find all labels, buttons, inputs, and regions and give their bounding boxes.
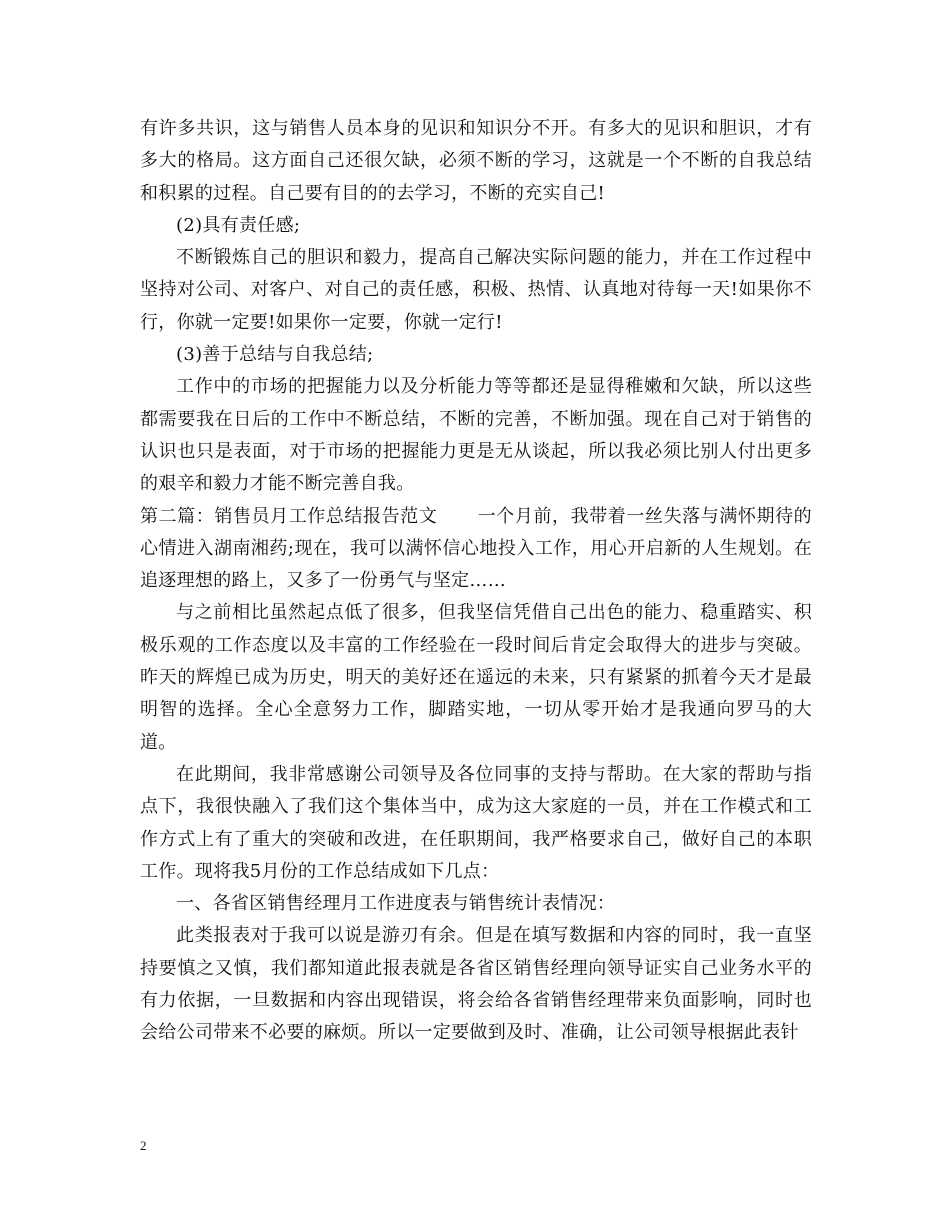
subheading: (3)善于总结与自我总结;	[176, 344, 374, 366]
paragraph: 在此期间，我非常感谢公司领导及各位同事的支持与帮助。在大家的帮助与指点下，我很快融入了我们这个集体当中，成为这大家庭的一员，并在工作模式和工作方式上有了重大的突破和改进，在任职期间，我严格要求自己，做好自己的本职工作。现将我5月份的工作总结成如下几点：	[140, 763, 812, 882]
paragraph: 此类报表对于我可以说是游刃有余。但是在填写数据和内容的同时，我一直坚持要慎之又慎，我们都知道此报表就是各省区销售经理向领导证实自己业务水平的有力依据，一旦数据和内容出现错误，将会给各省销售经理带来负面影响，同时也会给公司带来不必要的麻烦。所以一定要做到及时、准确，让公司领导根据此表针	[140, 925, 812, 1044]
subheading: (2)具有责任感;	[176, 214, 301, 236]
paragraph: 与之前相比虽然起点低了很多，但我坚信凭借自己出色的能力、稳重踏实、积极乐观的工作态度以及丰富的工作经验在一段时间后肯定会取得大的进步与突破。昨天的辉煌已成为历史，明天的美好还在遥远的未来，只有紧紧的抓着今天才是最明智的选择。全心全意努力工作，脚踏实地，一切从零开始才是我通向罗马的大道。	[140, 602, 812, 753]
document-body	[140, 113, 812, 1050]
paragraph: 不断锻炼自己的胆识和毅力，提高自己解决实际问题的能力，并在工作过程中坚持对公司、对客户、对自己的责任感，积极、热情、认真地对待每一天!如果你不行，你就一定要!如果你一定要，你就一定行!	[140, 247, 812, 333]
paragraph: 有许多共识，这与销售人员本身的见识和知识分不开。有多大的见识和胆识，才有多大的格局。这方面自己还很欠缺，必须不断的学习，这就是一个不断的自我总结和积累的过程。自己要有目的的去学习，不断的充实自己!	[140, 118, 812, 204]
list-heading: 一、各省区销售经理月工作进度表与销售统计表情况：	[176, 893, 616, 915]
section-heading: 第二篇：销售员月工作总结报告范文	[140, 505, 438, 527]
paragraph: 工作中的市场的把握能力以及分析能力等等都还是显得稚嫩和欠缺，所以这些都需要我在日后的工作中不断总结，不断的完善，不断加强。现在自己对于销售的认识也只是表面，对于市场的把握能力更是无从谈起，所以我必须比别人付出更多的艰辛和毅力才能不断完善自我。	[140, 376, 812, 495]
page-number: 2	[140, 1138, 147, 1153]
section-paragraph	[140, 501, 812, 598]
section-lead: 一个月前，我带着一丝失落与满怀期待的心情进入湖南湘药;现在，我可以满怀信心地投入工作，用心开启新的人生规划。在追逐理想的路上，又多了一份勇气与坚定……	[140, 505, 812, 592]
